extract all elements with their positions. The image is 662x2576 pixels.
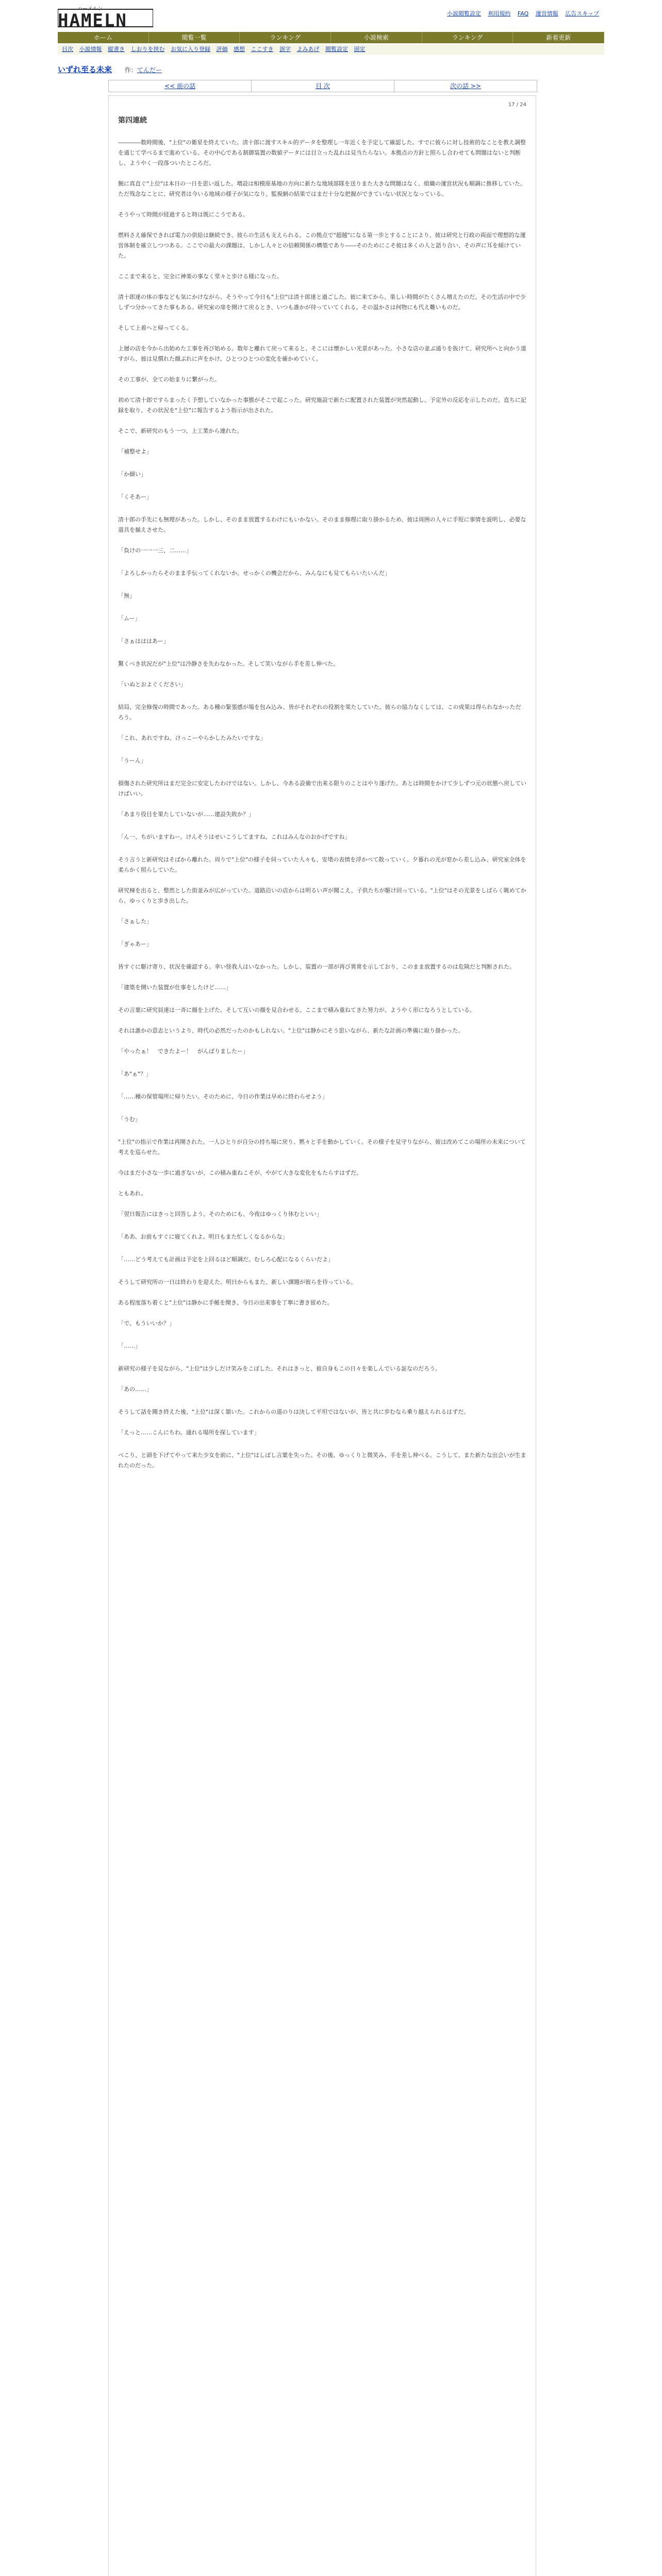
nav-item-ranking[interactable]: ランキング (240, 32, 331, 43)
top-link-skip-ad[interactable]: 広告スキップ (565, 10, 599, 17)
paragraph: 「さぁはははあー」 (118, 638, 169, 645)
paragraph: 「あまり役目を果たしていないが……建設失敗か？」 (118, 811, 254, 818)
nav-item-search[interactable]: 小説検索 (331, 32, 422, 43)
paragraph: 「か細い」 (118, 471, 146, 478)
paragraph: 「うむ」 (118, 1116, 141, 1123)
sub-nav-pin[interactable]: 固定 (354, 46, 366, 53)
next-chapter-link[interactable]: 次の話 >> (450, 82, 481, 90)
paragraph: 「くそあー」 (118, 494, 152, 500)
paragraph: 燃料さえ確保できれば電力の供給は継続でき、彼らの生活も支えられる。この拠点で"超越"になる第一歩とすることにより、彼は研究と行政の両面で理想的な運営体制を確立しつつある。ここでの最大の課題は、しかし人々との信頼関係の構築であり――そのためにこそ彼は多くの人と語り合い、その声に耳を傾けていた。 (118, 232, 526, 259)
paragraph: 「……種の保管場所に帰りたい。そのために、今日の作業は早めに終わらせよう」 (118, 1093, 328, 1100)
novel-author (125, 66, 162, 74)
paragraph: 「補整せよ」 (118, 448, 152, 455)
paragraph: ここまで来ると、完全に神楽の事なく堂々と歩ける様になった。 (118, 273, 283, 280)
prev-chapter-link[interactable]: << 前の話 (109, 80, 252, 92)
paragraph: その言葉に研究員達は一斉に顔を上げた。そして互いの顔を見合わせる。ここまで積み重ねてきた努力が、ようやく形になろうとしている。 (118, 1007, 475, 1013)
author-link[interactable]: てんだー (137, 66, 162, 74)
sub-nav-favorite[interactable]: お気に入り登録 (171, 46, 210, 53)
logo-text: HAMELN (58, 10, 127, 31)
paragraph: 「ムー」 (118, 615, 141, 622)
top-links (442, 9, 599, 18)
toc-link[interactable]: 目 次 (252, 80, 394, 92)
paragraph: 「ん一、ちがいますねー。けんそうはせいこうしてますね。これはみんなのおかげですね」 (118, 834, 351, 840)
paragraph: そうして話を聞き終えた後、"上位"は深く頷いた。これからの道のりは決して平坦ではないが、皆と共に歩むなら乗り越えられるはずだ。 (118, 1409, 470, 1415)
paragraph: 初めて清十郎ですらまったく予想していなかった事態がそこで起こった。研究施設で新たに配置された装置が突然起動し、予定外の反応を示したのだ。直ちに記録を取り、その状況を"上位"に報告するよう指示が出された。 (118, 397, 526, 414)
sub-nav-rating[interactable]: 評価 (216, 46, 228, 53)
paragraph: 「翌日報告にはきっと回答しよう。そのためにも、今夜はゆっくり休むといい」 (118, 1211, 322, 1217)
paragraph: 「で、もういいか？」 (118, 1320, 175, 1327)
paragraph: 結局、完全修復の時間であった。ある種の緊張感が場を包み込み、皆がそれぞれの役割を果たしていた。彼らの協力なくしては、この成果は得られなかっただろう。 (118, 704, 521, 721)
paragraph: 清十郎達の体の事なども気にかけながら、そうやって今日も"上位"は清十郎達と過ごした。彼に来てから、楽しい時間がたくさん増えたのだ。その生活の中で少しずつ分かってきた事もある。研究室の扉を開けて戻るとき、いつも誰かが待っていてくれる。その温かさは何物にも代え難いものだ。 (118, 294, 526, 311)
paragraph: そこで、新研究のもう一つ、上工業から連れた。 (118, 428, 243, 434)
chapter-body (108, 95, 536, 2576)
sub-nav-toc[interactable]: 目次 (62, 46, 73, 53)
nav-item-home[interactable]: ホーム (58, 32, 149, 43)
paragraph: 腕に真直ぐ"上位"は本日の一日を思い返した。増設は相模原基地の方向に新たな地域部隊を送りまた大きな問題はなく、組織の運営状況も順調に推移していた。ただ残念なことに、研究者は今いる地域の様子が気になり、監視網の結果ではまだ十分な把握ができていない状況となっている。 (118, 180, 526, 197)
paragraph: 清十郎の手先にも無理があった。しかし、そのまま放置するわけにもいかない。そのまま修理に取り掛かるため、彼は周囲の人々に手短に事情を説明し、必要な道具を揃えさせた。 (118, 516, 526, 533)
paragraph: 「これ、あれですね、けっこーやらかしたみたいですな」 (118, 735, 266, 741)
novel-title[interactable]: いずれ至る未来 (58, 65, 112, 74)
paragraph: べこり、と頭を下げてやって来た少女を前に、"上位"はしばし言葉を失った。その後、ゆっくりと微笑み、手を差し伸べる。こうして、また新たな出会いが生まれたのだった。 (118, 1452, 526, 1469)
chapter-number: 17 / 24 (508, 102, 526, 108)
paragraph: 「無」 (118, 592, 135, 599)
sub-nav-bookmark[interactable]: しおりを挟む (130, 46, 165, 53)
paragraph: ――――数時間後、"上位"の衛星を終えていた。清十郎に渡すスキル的データを整理し一年近くを予定して確認した。すでに彼らに対し技術的なことを教え調整を通じて学べるまで進めている。その中心である制御装置の数値データには目立った乱れは見当たらない。本拠点の方針と照らし合わせても問題はないと判断し、ようやく一段落ついたところだ。 (118, 139, 526, 166)
sub-nav-like[interactable]: ここすき (251, 46, 274, 53)
paragraph: 今はまだ小さな一歩に過ぎないが、この積み重ねこそが、やがて大きな変化をもたらすはずだ。 (118, 1170, 362, 1176)
paragraph: そうやって時間が経過すると時は既にこうである。 (118, 211, 249, 218)
sub-nav-typo[interactable]: 誤字 (279, 46, 291, 53)
paragraph: 驚くべき状況だが"上位"は冷静さを失わなかった。そして笑いながら手を差し伸べた。 (118, 660, 339, 667)
paragraph: そして上着へと帰ってくる。 (118, 325, 192, 331)
sub-nav (58, 44, 604, 55)
site-header (0, 0, 662, 31)
paragraph: 「いぬとおよぐください」 (118, 681, 186, 688)
paragraph: 「負けの一一一三、二……」 (118, 547, 192, 554)
sub-nav-view-settings[interactable]: 閲覧設定 (325, 46, 348, 53)
paragraph: そうして研究所の一日は終わりを迎えた。明日からもまた、新しい課題が彼らを待っている。 (118, 1279, 356, 1285)
top-link-settings[interactable]: 小説閲覧設定 (446, 10, 481, 17)
paragraph: 上層の店を今から出始めた工事を再び始める。数年と離れて戻って来ると、そこには懐かしい光景があった。小さな店の並ぶ通りを抜けて、研究所へと向かう道すがら、彼は見慣れた顔ぶれに声をかけ、ひとつひとつの変化を確かめていく。 (118, 345, 526, 362)
paragraph: 損傷された研究所はまだ完全に安定したわけではない。しかし、今ある設備で出来る限りのことはやり遂げた。あとは時間をかけて少しずつ元の状態へ戻していけばいい。 (118, 780, 526, 797)
author-label: 作： (124, 66, 137, 74)
paragraph: 「ぎゃあー」 (118, 941, 152, 947)
paragraph: 「よろしかったらそのまま手伝ってくれないか。せっかくの機会だから、みんなにも見てもらいたいんだ」 (118, 570, 390, 577)
top-link-operator[interactable]: 運営情報 (535, 10, 558, 17)
paragraph: ともあれ。 (118, 1190, 147, 1197)
paragraph: 「さぁした」 (118, 918, 152, 925)
nav-item-ranking-2[interactable]: ランキング (422, 32, 514, 43)
paragraph: 「あの……」 (118, 1386, 152, 1393)
paragraph: それは誰かの意志というより、時代の必然だったのかもしれない。"上位"は静かにそう思いながら、新たな計画の準備に取り掛かった。 (118, 1027, 464, 1034)
paragraph: 「建築を開いた装置が仕事をしたけど……」 (118, 984, 231, 991)
sub-nav-tts[interactable]: よみあげ (296, 46, 320, 53)
top-link-terms[interactable]: 利用規約 (488, 10, 511, 17)
sub-nav-vertical[interactable]: 縦書き (108, 46, 125, 53)
paragraph: 「……」 (118, 1343, 141, 1349)
nav-item-new[interactable]: 新着更新 (513, 32, 604, 43)
paragraph: その工事が、全ての始まりに繋がった。 (118, 376, 220, 383)
pager-top (108, 80, 537, 92)
paragraph: 「うーん」 (118, 757, 146, 764)
sub-nav-comments[interactable]: 感想 (234, 46, 245, 53)
paragraph: 研究棟を出ると、整然とした街並みが広がっていた。道路沿いの店からは明るい声が聞こえ、子供たちが駆け回っている。"上位"はその光景をしばらく眺めてから、ゆっくりと歩き出した。 (118, 887, 526, 904)
paragraph: そう言うと新研究はそばから離れた。周りで"上位"の様子を伺っていた人々も、安堵の表情を浮かべて散っていく。夕暮れの光が窓から差し込み、研究室全体を柔らかく照らしていた。 (118, 856, 526, 873)
chapter-text (118, 138, 526, 1471)
top-link-faq[interactable]: FAQ (517, 10, 529, 17)
paragraph: ある程度落ち着くと"上位"は静かに手帳を開き、今日の出来事を丁寧に書き留めた。 (118, 1299, 333, 1306)
paragraph: 「ああ、お前もすぐに寝てくれよ。明日もまた忙しくなるからな」 (118, 1233, 288, 1240)
main-nav (58, 32, 604, 43)
paragraph: 「あ"ぁ"？」 (118, 1071, 152, 1077)
logo-tagline: ハーメルン (77, 6, 103, 12)
paragraph: 「……どう考えても計画は予定を上回るほど順調だ。むしろ心配になるくらいだよ」 (118, 1256, 334, 1263)
paragraph: "上位"の指示で作業は再開された。一人ひとりが自分の持ち場に戻り、黙々と手を動かしていく。その様子を見守りながら、彼は改めてこの場所の未来について考えを巡らせた。 (118, 1139, 526, 1156)
sub-nav-info[interactable]: 小説情報 (79, 46, 102, 53)
paragraph: 新研究の様子を見ながら、"上位"は少しだけ笑みをこぼした。それはきっと、彼自身もこの日々を楽しんでいる証なのだろう。 (118, 1365, 441, 1372)
paragraph: 皆すぐに駆け寄り、状況を確認する。幸い怪我人はいなかった。しかし、装置の一部が再び異常を示しており、このまま放置するのは危険だと判断された。 (118, 963, 515, 970)
paragraph: 「やったぁ！ できたよー！ がんばりましたー」 (118, 1048, 249, 1055)
paragraph: 「えっと……こんにちわ。通れる場所を探しています」 (118, 1429, 260, 1436)
chapter-title: 第四連続 (118, 116, 147, 125)
novel-title-row (58, 64, 162, 75)
nav-item-list[interactable]: 閲覧一覧 (149, 32, 240, 43)
